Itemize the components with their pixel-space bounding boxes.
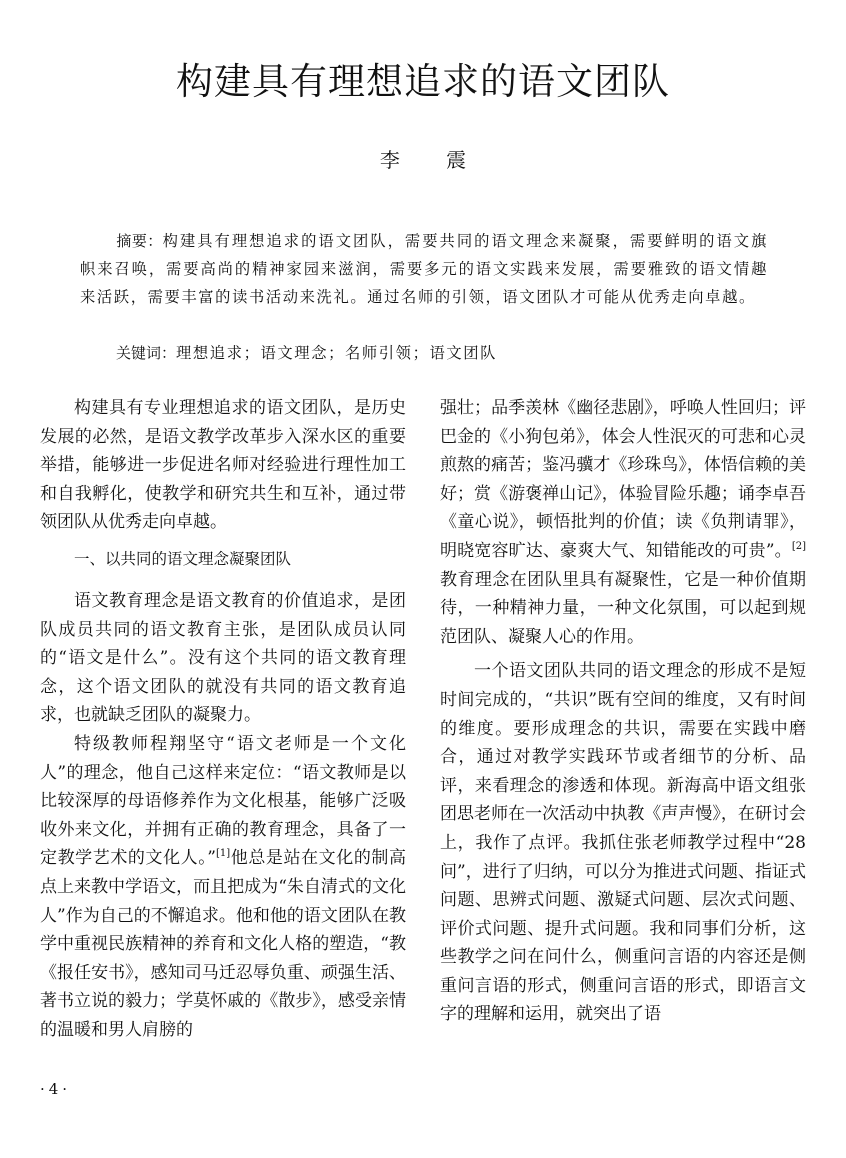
keywords <box>80 339 768 367</box>
intro-paragraph: 构建具有专业理想追求的语文团队，是历史发展的必然，是语文教学改革步入深水区的重要举措，能够进一步促进名师对经验进行理性加工和自我孵化，使教学和研究共生和互补，通过带领团队从优秀走向卓越。 <box>40 398 406 533</box>
right-column <box>440 394 806 1029</box>
reference-mark: [1] <box>216 848 231 860</box>
page-number: ·4· <box>40 1080 72 1098</box>
body-paragraph <box>40 730 406 1045</box>
paragraph-text: 特级教师程翔坚守“语文老师是一个文化人”的理念，他自己这样来定位：“语文教师是以比较深厚的母语修养作为文化根基，能够广泛吸收外来文化，并拥有正确的教育理念，具备了一定教学艺术的文化人。” <box>40 733 406 869</box>
keywords-label: 关键词： <box>116 344 177 362</box>
abstract-text: 构建具有理想追求的语文团队，需要共同的语文理念来凝聚，需要鲜明的语文旗帜来召唤，需要高尚的精神家园来滋润，需要多元的语文实践来发展，需要雅致的语文情趣来活跃，需要丰富的读书活动来洗礼。通过名师的引领，语文团队才可能从优秀走向卓越。 <box>80 232 768 306</box>
abstract <box>80 227 768 311</box>
body-paragraph <box>440 394 806 651</box>
body-paragraph: 一个语文团队共同的语文理念的形成不是短时间完成的，“共识”既有空间的维度，又有时间的维度。要形成理念的共识，需要在实践中磨合，通过对教学实践环节或者细节的分析、品评，来看理念的渗透和体现。新海高中语文组张团思老师在一次活动中执教《声声慢》，在研讨会上，我作了点评。我抓住张老师教学过程中“28问”，进行了归纳，可以分为推进式问题、指证式问题、思辨式问题、激疑式问题、层次式问题、评价式问题、提升式问题。我和同事们分析，这些教学之问在问什么，侧重问言语的内容还是侧重问言语的形式，侧重问言语的形式，即语言文字的理解和运用，就突出了语 <box>440 661 806 1025</box>
abstract-label: 摘要： <box>116 232 163 250</box>
left-column <box>40 394 406 1044</box>
reference-mark: [2] <box>791 540 806 552</box>
paragraph-text: 他总是站在文化的制高点上来教中学语文，而且把成为“朱自清式的文化人”作为自己的不懈追求。他和他的语文团队在教学中重视民族精神的养育和文化人格的塑造，“教《报任安书》，感知司马迁忍辱负重、顽强生活、著书立说的毅力；学莫怀戚的《散步》，感受亲情的温暖和男人肩膀的 <box>40 848 406 1040</box>
keywords-text: 理想追求；语文理念；名师引领；语文团队 <box>176 344 498 362</box>
section-heading: 一、以共同的语文理念凝聚团队 <box>74 549 292 568</box>
article-title: 构建具有理想追求的语文团队 <box>176 60 670 103</box>
paragraph-text: 教育理念在团队里具有凝聚性，它是一种价值期待，一种精神力量，一种文化氛围，可以起到规范团队、凝聚人心的作用。 <box>440 569 806 647</box>
body-paragraph: 语文教育理念是语文教育的价值追求，是团队成员共同的语文教育主张，是团队成员认同的“语文是什么”。没有这个共同的语文教育理念，这个语文团队的就没有共同的语文教育追求，也就缺乏团队的凝聚力。 <box>40 590 406 726</box>
author-name: 李 震 <box>379 148 487 172</box>
paragraph-text: 强壮；品季羡林《幽径悲剧》，呼唤人性回归；评巴金的《小狗包弟》，体会人性泯灭的可悲和心灵煎熬的痛苦；鉴冯骥才《珍珠鸟》，体悟信赖的美好；赏《游褒禅山记》，体验冒险乐趣；诵李卓吾《童心说》，顿悟批判的价值；读《负荆请罪》，明晓宽容旷达、豪爽大气、知错能改的可贵”。 <box>440 398 806 561</box>
